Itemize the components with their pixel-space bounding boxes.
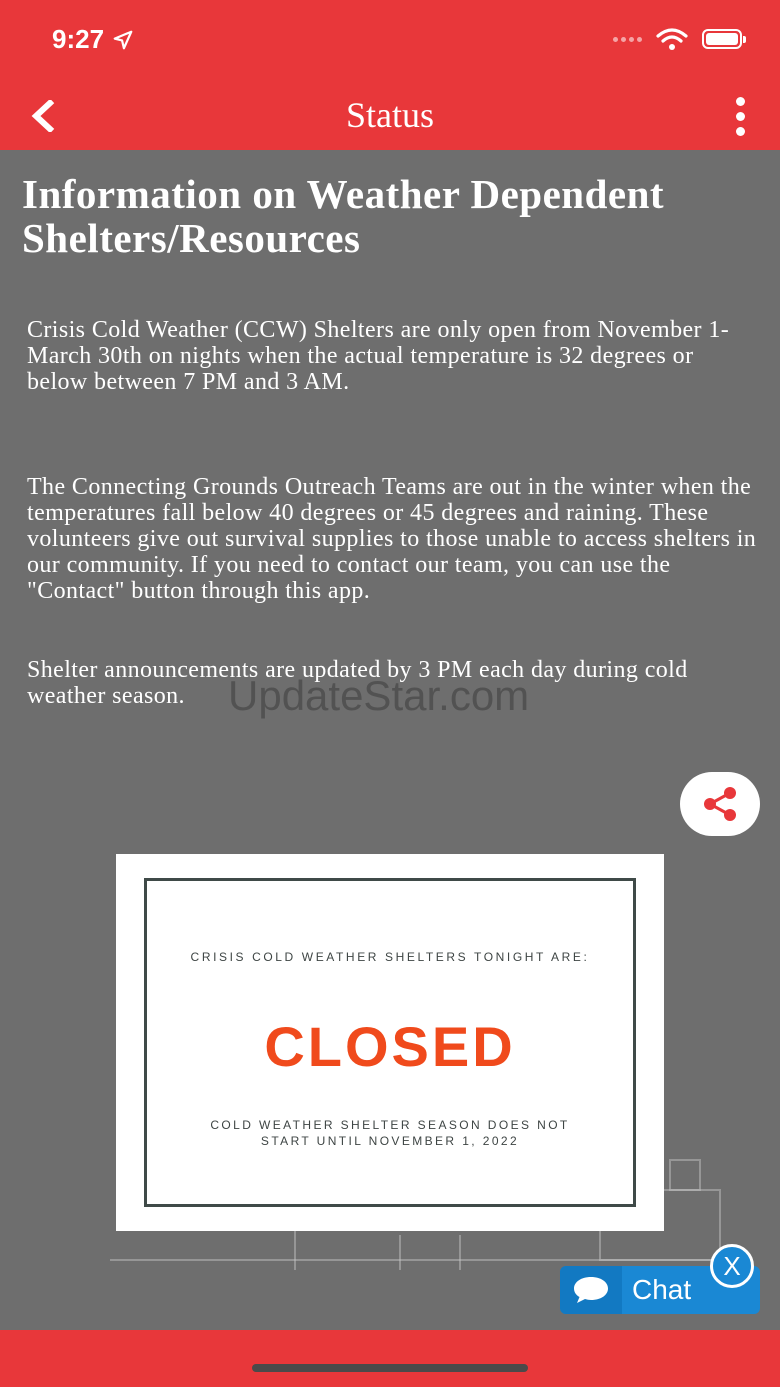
bottom-bar [0, 1330, 780, 1387]
share-icon [700, 786, 740, 822]
poster-heading: CRISIS COLD WEATHER SHELTERS TONIGHT ARE: [190, 950, 590, 964]
poster-frame [144, 878, 636, 1207]
battery-icon [702, 29, 742, 49]
more-vertical-icon[interactable] [728, 96, 752, 136]
chat-label: Chat [632, 1274, 692, 1305]
page-title: Status [345, 95, 434, 135]
signal-icon [613, 37, 642, 42]
shelter-status-poster [116, 854, 664, 1231]
chat-close-button[interactable]: X [710, 1244, 754, 1288]
status-time [52, 24, 134, 55]
wifi-icon [656, 28, 688, 50]
chat-bubble-icon [560, 1266, 622, 1314]
paragraph-announcements: Shelter announcements are updated by 3 PM each day during cold weather season. [27, 657, 688, 709]
share-button[interactable] [680, 772, 760, 836]
nav-bar [0, 82, 780, 150]
status-bar [0, 0, 780, 82]
status-icons [613, 28, 742, 50]
poster-footnote: COLD WEATHER SHELTER SEASON DOES NOT START UNTIL NOVEMBER 1, 2022 [210, 1118, 570, 1148]
poster-status: CLOSED [264, 1015, 516, 1078]
home-indicator[interactable] [252, 1364, 528, 1372]
location-arrow-icon [112, 29, 134, 51]
time-label: 9:27 [52, 24, 105, 54]
paragraph-ccw-shelters: Crisis Cold Weather (CCW) Shelters are only open from November 1-March 30th on nights when the actual temperature is 32 degrees or below between 7 PM and 3 AM. [27, 317, 730, 395]
content-heading: Information on Weather Dependent Shelters/Resources [22, 171, 665, 261]
paragraph-outreach-teams: The Connecting Grounds Outreach Teams are out in the winter when the temperatures fall below 40 degrees or 45 degrees and raining. These volunteers give out survival supplies to those unable to access shelters in our community. If you need to contact our team, you can use the "Contact" button through this app. [27, 474, 757, 604]
watermark: UpdateStar.com [228, 672, 530, 719]
